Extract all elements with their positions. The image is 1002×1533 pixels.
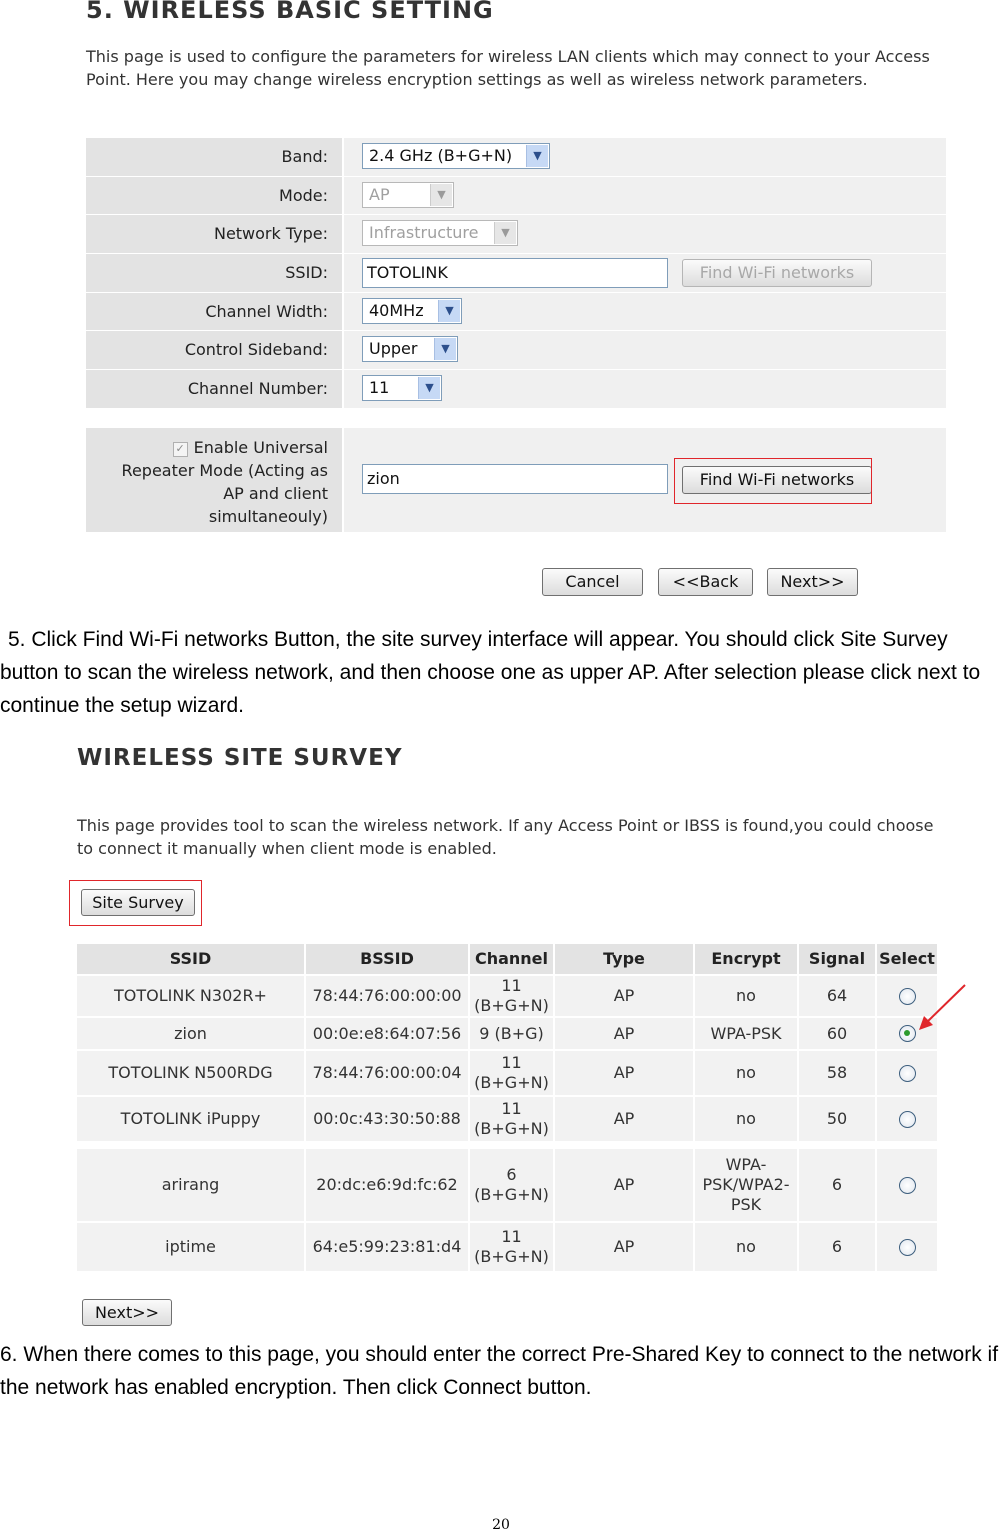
back-button[interactable]: <<Back — [658, 568, 753, 596]
cell-signal: 6 — [799, 1149, 877, 1221]
cell-type: AP — [555, 1018, 695, 1049]
channel-number-label: Channel Number: — [86, 370, 342, 408]
table-row — [77, 1097, 937, 1141]
channel-width-label: Channel Width: — [86, 293, 342, 331]
band-select[interactable]: 2.4 GHz (B+G+N) ▼ — [362, 143, 550, 169]
control-sideband-row — [86, 331, 946, 370]
table-row — [77, 1149, 937, 1221]
header-signal: Signal — [799, 944, 877, 974]
repeater-find-wifi-button[interactable]: Find Wi-Fi networks — [682, 466, 872, 494]
cell-type: AP — [555, 976, 695, 1016]
survey-next-button[interactable]: Next>> — [82, 1299, 172, 1326]
cell-bssid: 64:e5:99:23:81:d4 — [306, 1223, 470, 1271]
repeater-label — [86, 428, 342, 532]
cell-signal: 6 — [799, 1223, 877, 1271]
cell-encrypt: WPA-PSK/WPA2-PSK — [695, 1149, 799, 1221]
band-row — [86, 138, 946, 177]
basic-setting-description: This page is used to configure the parameters for wireless LAN clients which may connect to your Access Point. Here you may change wireless encryption settings as well as wireless network parameters. — [86, 47, 930, 89]
header-select: Select — [877, 944, 937, 974]
cell-encrypt: no — [695, 1223, 799, 1271]
header-encrypt: Encrypt — [695, 944, 799, 974]
cell-channel: 11 (B+G+N) — [470, 1051, 555, 1095]
mode-label: Mode: — [86, 177, 342, 215]
site-survey-title: WIRELESS SITE SURVEY — [77, 745, 403, 771]
network-type-label: Network Type: — [86, 215, 342, 253]
red-arrow-icon — [915, 980, 971, 1034]
basic-setting-title: 5. WIRELESS BASIC SETTING — [86, 0, 494, 24]
ssid-input[interactable]: TOTOLINK — [362, 258, 668, 288]
cell-select — [877, 1097, 937, 1141]
cell-bssid: 00:0c:43:30:50:88 — [306, 1097, 470, 1141]
cell-ssid: TOTOLINK N500RDG — [77, 1051, 306, 1095]
chevron-down-icon: ▼ — [526, 145, 548, 167]
select-radio[interactable] — [899, 1239, 916, 1256]
select-radio[interactable] — [899, 988, 916, 1005]
cell-ssid: TOTOLINK N302R+ — [77, 976, 306, 1016]
control-sideband-label: Control Sideband: — [86, 331, 342, 369]
chevron-down-icon: ▼ — [430, 184, 452, 206]
select-radio[interactable] — [899, 1065, 916, 1082]
cell-ssid: TOTOLINK iPuppy — [77, 1097, 306, 1141]
network-type-select[interactable]: Infrastructure ▼ — [362, 220, 518, 246]
cell-type: AP — [555, 1223, 695, 1271]
band-label: Band: — [86, 138, 342, 176]
step5-paragraph: 5. Click Find Wi-Fi networks Button, the site survey interface will appear. You should click Site Survey button to scan the wireless network, and then choose one as upper AP. After selection please click next to continue the setup wizard. — [0, 628, 981, 717]
select-radio-selected[interactable] — [899, 1025, 916, 1042]
site-survey-description: This page provides tool to scan the wireless network. If any Access Point or IBSS is found,you could choose to connect it manually when client mode is enabled. — [77, 816, 934, 858]
basic-settings-form — [86, 138, 946, 409]
header-bssid: BSSID — [306, 944, 470, 974]
site-survey-button[interactable]: Site Survey — [81, 889, 195, 916]
ssid-find-wifi-button[interactable]: Find Wi-Fi networks — [682, 259, 872, 287]
header-type: Type — [555, 944, 695, 974]
cell-ssid: zion — [77, 1018, 306, 1049]
repeater-checkbox[interactable]: ✓ — [173, 442, 188, 457]
cell-signal: 50 — [799, 1097, 877, 1141]
table-header — [77, 944, 937, 974]
network-type-row — [86, 215, 946, 254]
cell-channel: 11 (B+G+N) — [470, 1223, 555, 1271]
cell-channel: 11 (B+G+N) — [470, 1097, 555, 1141]
cell-type: AP — [555, 1051, 695, 1095]
cell-bssid: 78:44:76:00:00:04 — [306, 1051, 470, 1095]
next-button[interactable]: Next>> — [767, 568, 858, 596]
ssid-row — [86, 254, 946, 293]
step6-paragraph: 6. When there comes to this page, you should enter the correct Pre-Shared Key to connect to the network if the network has enabled encryption. Then click Connect button. — [0, 1343, 999, 1399]
cell-ssid: arirang — [77, 1149, 306, 1221]
cell-signal: 60 — [799, 1018, 877, 1049]
channel-width-row — [86, 293, 946, 332]
chevron-down-icon: ▼ — [438, 300, 460, 322]
cell-channel: 6 (B+G+N) — [470, 1149, 555, 1221]
cell-bssid: 00:0e:e8:64:07:56 — [306, 1018, 470, 1049]
repeater-label-line3: AP and client — [223, 484, 328, 503]
cell-encrypt: WPA-PSK — [695, 1018, 799, 1049]
cell-select — [877, 1223, 937, 1271]
highlight-find-wifi — [674, 458, 872, 504]
mode-row — [86, 177, 946, 216]
cell-type: AP — [555, 1097, 695, 1141]
mode-select[interactable]: AP ▼ — [362, 182, 454, 208]
header-ssid: SSID — [77, 944, 306, 974]
channel-number-select[interactable]: 11 ▼ — [362, 375, 442, 401]
cell-type: AP — [555, 1149, 695, 1221]
cell-encrypt: no — [695, 976, 799, 1016]
table-row — [77, 1223, 937, 1271]
cell-signal: 58 — [799, 1051, 877, 1095]
header-channel: Channel — [470, 944, 555, 974]
chevron-down-icon: ▼ — [434, 338, 456, 360]
cell-signal: 64 — [799, 976, 877, 1016]
repeater-ssid-input[interactable]: zion — [362, 464, 668, 494]
cancel-button[interactable]: Cancel — [542, 568, 643, 596]
cell-select — [877, 1051, 937, 1095]
cell-encrypt: no — [695, 1051, 799, 1095]
cell-channel: 11 (B+G+N) — [470, 976, 555, 1016]
chevron-down-icon: ▼ — [418, 377, 440, 399]
page-number: 20 — [492, 1517, 510, 1533]
repeater-label-line4: simultaneouly) — [208, 507, 328, 526]
control-sideband-select[interactable]: Upper ▼ — [362, 336, 458, 362]
cell-ssid: iptime — [77, 1223, 306, 1271]
channel-number-row — [86, 370, 946, 409]
cell-channel: 9 (B+G) — [470, 1018, 555, 1049]
ssid-label: SSID: — [86, 254, 342, 292]
select-radio[interactable] — [899, 1111, 916, 1128]
chevron-down-icon: ▼ — [494, 222, 516, 244]
cell-select — [877, 1149, 937, 1221]
table-row — [77, 1018, 937, 1049]
cell-encrypt: no — [695, 1097, 799, 1141]
table-row — [77, 1051, 937, 1095]
cell-bssid: 78:44:76:00:00:00 — [306, 976, 470, 1016]
table-row — [77, 976, 937, 1016]
channel-width-select[interactable]: 40MHz ▼ — [362, 298, 462, 324]
cell-bssid: 20:dc:e6:9d:fc:62 — [306, 1149, 470, 1221]
repeater-label-line1: Enable Universal — [193, 438, 328, 457]
repeater-label-line2: Repeater Mode (Acting as — [121, 461, 328, 480]
select-radio[interactable] — [899, 1177, 916, 1194]
highlight-site-survey — [69, 880, 202, 926]
